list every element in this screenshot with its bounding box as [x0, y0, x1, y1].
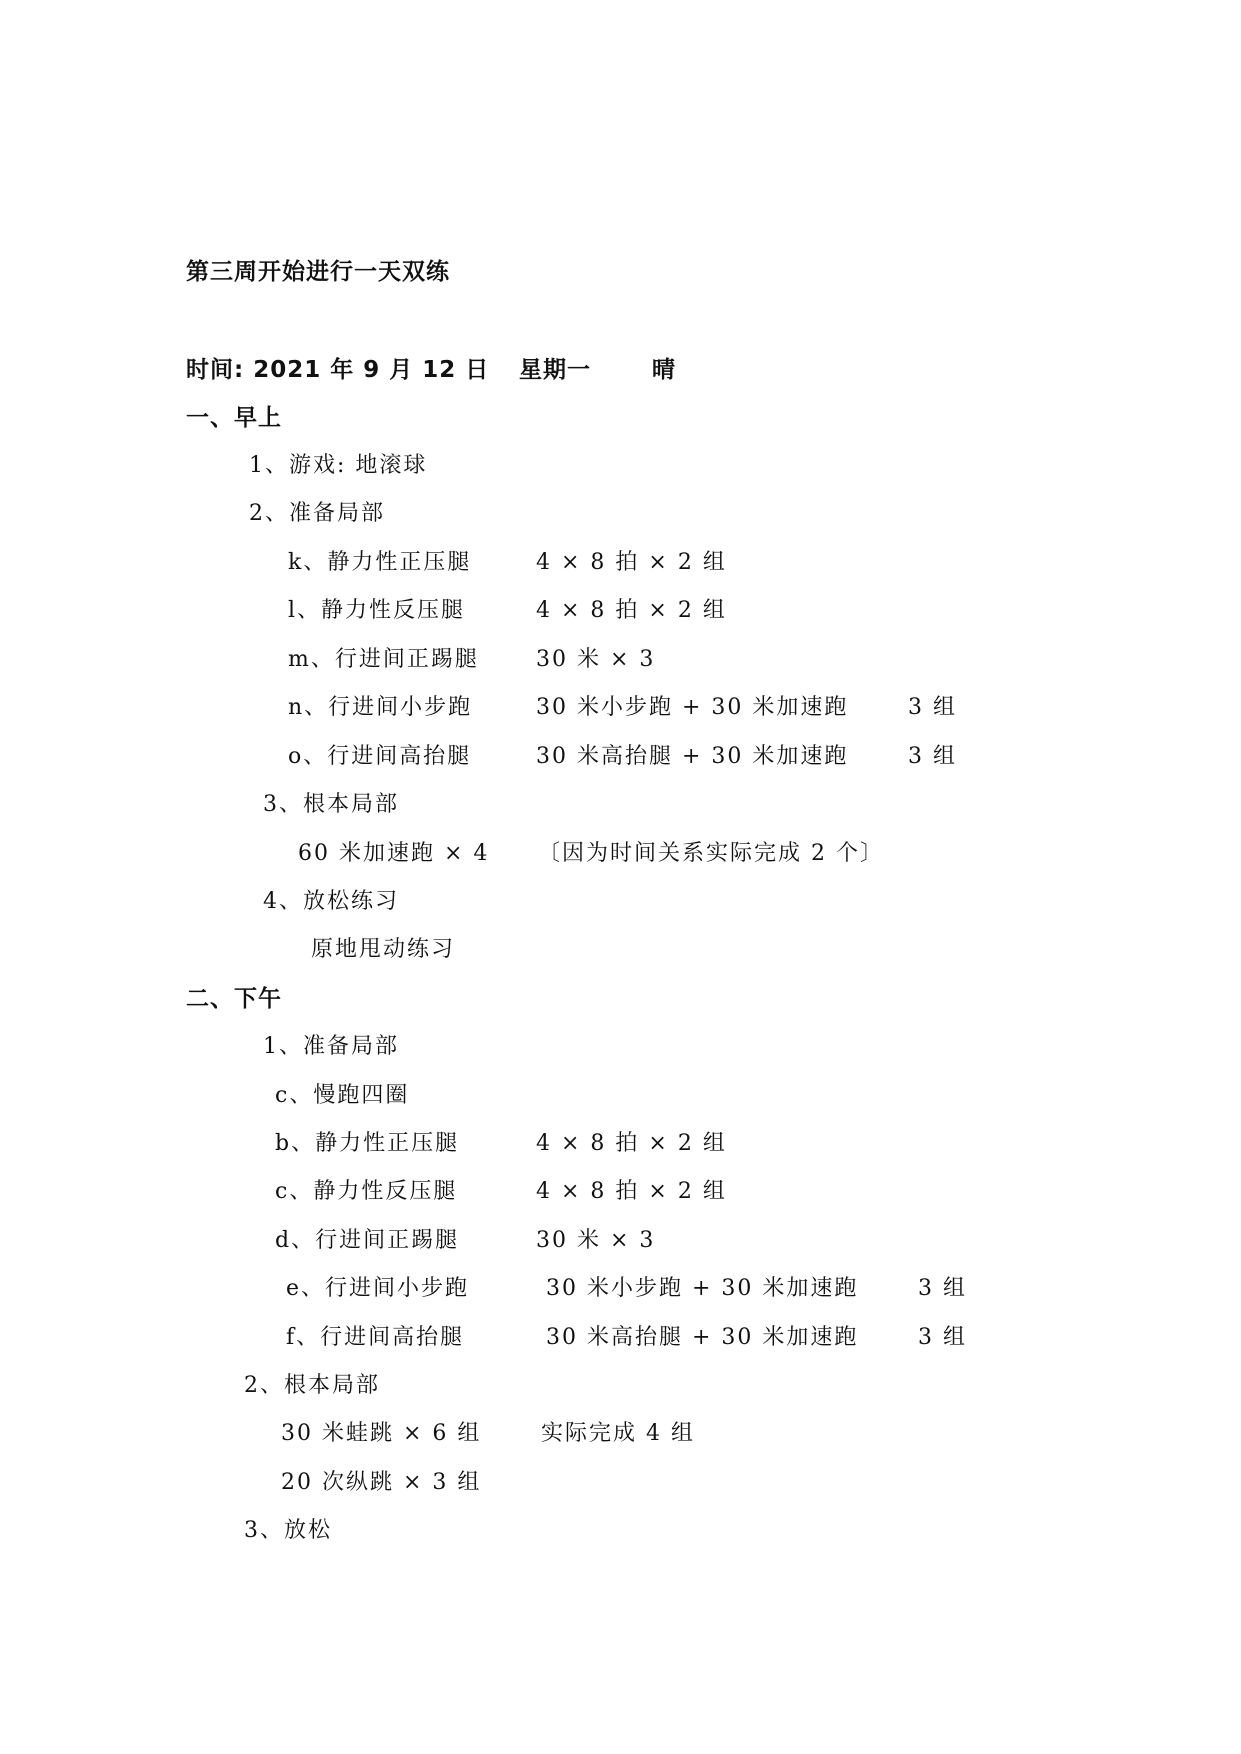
- morning-warmup-name: m、行进间正踢腿: [288, 647, 479, 672]
- afternoon-warmup-spec: 30 米高抬腿 + 30 米加速跑: [546, 1325, 859, 1350]
- afternoon-main-2: 20 次纵跳 × 3 组: [281, 1470, 482, 1495]
- afternoon-warmup-name: e、行进间小步跑: [286, 1276, 470, 1301]
- morning-warmup-name: l、静力性反压腿: [288, 598, 466, 623]
- morning-heading: 一、早上: [186, 405, 282, 431]
- weekday: 星期一: [519, 357, 591, 383]
- afternoon-jog: c、慢跑四圈: [275, 1083, 410, 1108]
- morning-warmup-spec: 30 米小步跑 + 30 米加速跑: [536, 695, 849, 720]
- morning-item-2: 2、准备局部: [249, 501, 385, 526]
- afternoon-warmup-name: b、静力性正压腿: [275, 1131, 460, 1156]
- afternoon-item-2: 2、根本局部: [244, 1373, 380, 1398]
- morning-item-4: 4、放松练习: [263, 889, 399, 914]
- morning-item-3: 3、根本局部: [263, 792, 399, 817]
- afternoon-warmup-name: f、行进间高抬腿: [286, 1325, 465, 1350]
- morning-warmup-name: k、静力性正压腿: [288, 550, 472, 575]
- afternoon-item-1: 1、准备局部: [263, 1034, 399, 1059]
- afternoon-warmup-name: c、静力性反压腿: [275, 1179, 458, 1204]
- morning-warmup-sets: 3 组: [908, 744, 957, 769]
- weather: 晴: [652, 357, 676, 383]
- date-label: 时间: 2021 年 9 月 12 日: [186, 357, 490, 383]
- afternoon-main-1: 30 米蛙跳 × 6 组: [281, 1421, 482, 1446]
- afternoon-main-1-note: 实际完成 4 组: [541, 1421, 695, 1446]
- morning-relax: 原地甩动练习: [311, 937, 456, 962]
- afternoon-warmup-spec: 30 米 × 3: [536, 1228, 656, 1253]
- morning-main-exercise: 60 米加速跑 × 4: [298, 841, 490, 866]
- afternoon-warmup-spec: 4 × 8 拍 × 2 组: [536, 1179, 727, 1204]
- afternoon-item-3: 3、放松: [244, 1518, 332, 1543]
- morning-warmup-spec: 4 × 8 拍 × 2 组: [536, 550, 727, 575]
- morning-main-note: 〔因为时间关系实际完成 2 个〕: [538, 841, 884, 866]
- afternoon-warmup-sets: 3 组: [918, 1325, 967, 1350]
- morning-warmup-sets: 3 组: [908, 695, 957, 720]
- afternoon-warmup-spec: 4 × 8 拍 × 2 组: [536, 1131, 727, 1156]
- afternoon-warmup-spec: 30 米小步跑 + 30 米加速跑: [546, 1276, 859, 1301]
- morning-warmup-name: n、行进间小步跑: [288, 695, 473, 720]
- morning-warmup-spec: 30 米 × 3: [536, 647, 656, 672]
- page-title: 第三周开始进行一天双练: [186, 259, 450, 285]
- afternoon-warmup-name: d、行进间正踢腿: [275, 1228, 460, 1253]
- morning-warmup-spec: 30 米高抬腿 + 30 米加速跑: [536, 744, 849, 769]
- afternoon-heading: 二、下午: [186, 986, 282, 1012]
- afternoon-warmup-sets: 3 组: [918, 1276, 967, 1301]
- morning-item-1: 1、游戏: 地滚球: [249, 453, 428, 478]
- morning-warmup-spec: 4 × 8 拍 × 2 组: [536, 598, 727, 623]
- morning-warmup-name: o、行进间高抬腿: [288, 744, 472, 769]
